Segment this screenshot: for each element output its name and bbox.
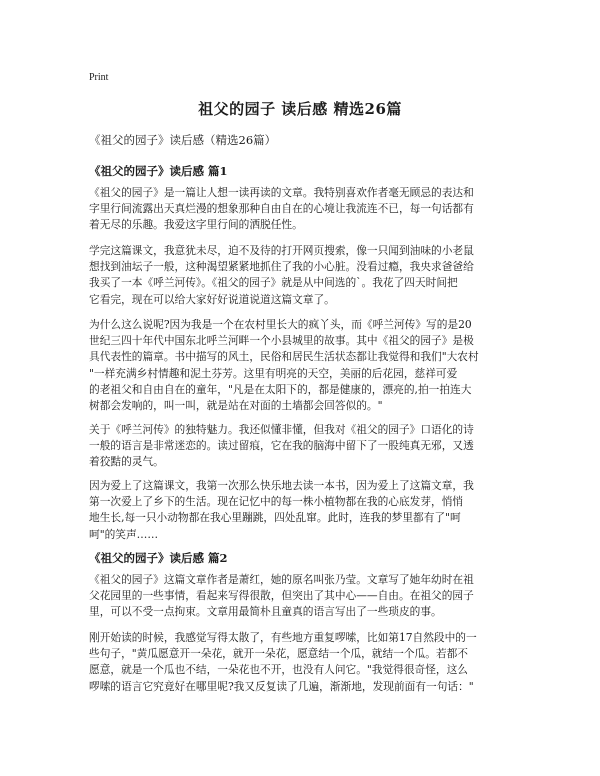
text-line: 《祖父的园子》这篇文章作者是萧红，她的原名叫张乃莹。文章写了她年幼时在祖 bbox=[89, 573, 474, 586]
page-title: 祖父的园子 读后感 精选26篇 bbox=[198, 100, 402, 118]
paragraph bbox=[89, 422, 513, 471]
text-line: 的老祖父和自由自在的童年，"凡是在太阳下的，都是健康的，漂亮的,拍一拍连大 bbox=[89, 382, 472, 396]
text-line: 关于《呼兰河传》的独特魅力。我还似懂非懂，但我对《祖父的园子》口语化的诗 bbox=[89, 423, 474, 436]
paragraph bbox=[89, 243, 513, 308]
text-line: 想找到油坛子一般，这种渴望紧紧地抓住了我的小心脏。没看过瘾，我央求爸爸给 bbox=[89, 260, 474, 274]
paragraph bbox=[89, 630, 513, 695]
text-line: 因为爱上了这篇课文，我第一次那么快乐地去读一本书，因为爱上了这篇文章，我 bbox=[89, 479, 474, 492]
text-line: 呵"的笑声…… bbox=[89, 527, 159, 541]
print-label: Print bbox=[89, 72, 109, 83]
text-line: 啰嗦的语言它究竟好在哪里呢?我又反复读了几遍，渐渐地，发现前面有一句话：" bbox=[89, 679, 474, 693]
text-line: 里，可以不受一点拘束。文章用最简朴且童真的语言写出了一些琐皮的事。 bbox=[89, 605, 442, 619]
page-subtitle: 《祖父的园子》读后感（精选26篇） bbox=[89, 133, 277, 147]
text-line: 字里行间流露出天真烂漫的想象那种自由自在的心境让我流连不已，每一句话都有 bbox=[89, 202, 474, 216]
text-line: 着狡黠的灵气。 bbox=[89, 455, 164, 469]
paragraph bbox=[89, 317, 513, 414]
text-line: 《祖父的园子》是一篇让人想一读再读的文章。我特别喜欢作者毫无顾忌的表达和 bbox=[89, 186, 474, 199]
section-heading: 《祖父的园子》读后感 篇2 bbox=[89, 551, 228, 565]
text-line: 学完这篇课文，我意犹未尽，迫不及待的打开网页搜索，像一只闻到油味的小老鼠 bbox=[89, 244, 474, 257]
paragraph bbox=[89, 572, 513, 621]
text-line: 它看完，现在可以给大家好好说道说道这篇文章了。 bbox=[89, 292, 335, 306]
text-line: 些句子，"黄瓜愿意开一朵花，就开一朵花，愿意结一个瓜，就结一个瓜。若都不 bbox=[89, 647, 468, 661]
text-line: 为什么这么说呢?因为我是一个在农村里长大的疯丫头，而《呼兰河传》写的是20 bbox=[89, 318, 472, 331]
text-line: 第一次爱上了乡下的生活。现在记忆中的每一株小植物都在我的心底发芽，悄悄 bbox=[89, 495, 464, 509]
text-line: 树都会发响的，叫一叫，就是站在对面的土墙都会回答似的。" bbox=[89, 399, 383, 413]
text-line: 愿意，就是一个瓜也不结，一朵花也不开，也没有人问它。"我觉得很奇怪，这么 bbox=[89, 663, 468, 677]
text-line: 着无尽的乐趣。我爱这字里行间的洒脱任性。 bbox=[89, 218, 303, 232]
section-heading: 《祖父的园子》读后感 篇1 bbox=[89, 164, 228, 178]
text-line: 具代表性的篇章。书中描写的风土，民俗和居民生活状态都让我觉得和我们"大农村 bbox=[89, 350, 479, 364]
text-line: 世纪三四十年代中国东北呼兰河畔一个小县城里的故事。其中《祖父的园子》是极 bbox=[89, 334, 474, 348]
text-line: "一样充满乡村情趣和泥土芬芳。这里有明亮的天空，美丽的后花园，慈祥可爱 bbox=[89, 366, 458, 380]
paragraph bbox=[89, 185, 513, 234]
paragraph bbox=[89, 478, 513, 543]
text-line: 父花园里的一些事情，看起来写得很散，但突出了其中心——自由。在祖父的园子 bbox=[89, 589, 474, 603]
text-line: 地生长,每一只小动物都在我心里蹦跳，四处乱窜。此时，连我的梦里都有了"呵 bbox=[89, 511, 461, 525]
text-line: 我买了一本《呼兰河传》。《祖父的园子》就是从中间选的`。我花了四天时间把 bbox=[89, 276, 458, 290]
text-line: 一般的语言是非常迷恋的。读过留痕，它在我的脑海中留下了一股纯真无邪，又透 bbox=[89, 439, 474, 453]
text-line: 刚开始读的时候，我感觉写得太散了，有些地方重复啰嗦，比如第17自然段中的一 bbox=[89, 631, 477, 644]
